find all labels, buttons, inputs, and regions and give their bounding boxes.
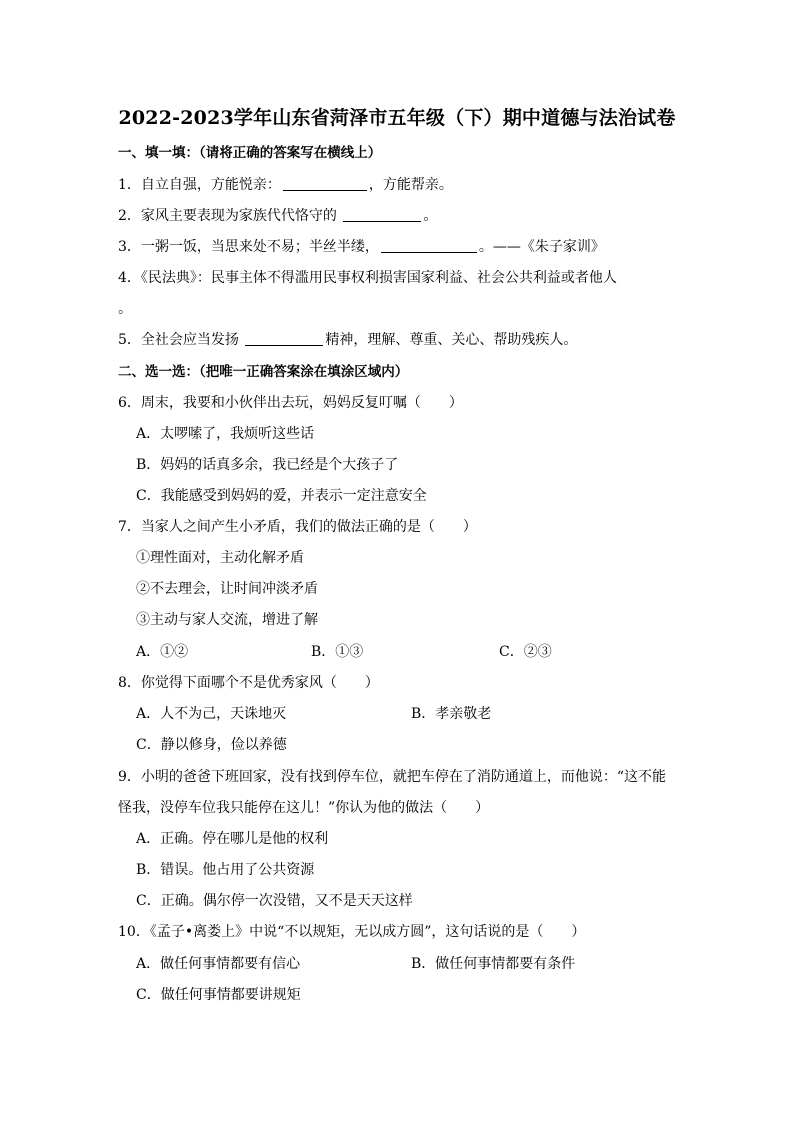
question-6-stem: 6．周末，我要和小伙伴出去玩，妈妈反复叮嘱（ ） bbox=[118, 395, 463, 411]
question-6-option-b[interactable]: B．妈妈的话真多余，我已经是个大孩子了 bbox=[136, 457, 399, 473]
question-9-stem-continuation: 怪我，没停车位我只能停在这儿！”你认为他的做法（ ） bbox=[118, 800, 490, 816]
question-8-option-a[interactable]: A．人不为己，天诛地灭 bbox=[136, 706, 287, 722]
question-4: 4．《民法典》：民事主体不得滥用民事权利损害国家利益、社会公共利益或者他人 bbox=[118, 270, 617, 286]
question-3: 3．一粥一饭，当思来处不易；半丝半缕， 。——《朱子家训》 bbox=[118, 239, 605, 255]
question-7-statement-2: ②不去理会，让时间冲淡矛盾 bbox=[136, 581, 318, 597]
answer-blank-1[interactable] bbox=[283, 176, 367, 191]
question-5: 5．全社会应当发扬 精神，理解、尊重、关心、帮助残疾人。 bbox=[118, 332, 578, 348]
answer-blank-3[interactable] bbox=[381, 238, 477, 253]
question-7-statement-1: ①理性面对，主动化解矛盾 bbox=[136, 550, 304, 566]
question-7-option-c[interactable]: C．②③ bbox=[499, 644, 552, 660]
section-1-heading: 一、填一填：（请将正确的答案写在横线上） bbox=[118, 145, 382, 161]
answer-blank-5[interactable] bbox=[245, 331, 323, 346]
question-9-option-a[interactable]: A．正确。停在哪儿是他的权利 bbox=[136, 831, 329, 847]
question-10-option-b[interactable]: B．做任何事情都要有条件 bbox=[411, 956, 576, 972]
question-8-stem: 8．你觉得下面哪个不是优秀家风（ ） bbox=[118, 675, 379, 691]
question-9-stem: 9．小明的爸爸下班回家，没有找到停车位，就把车停在了消防通道上，而他说：“这不能 bbox=[118, 769, 667, 785]
question-1: 1．自立自强，方能悦亲： ，方能帮亲。 bbox=[118, 177, 453, 193]
answer-blank-2[interactable] bbox=[343, 207, 421, 222]
question-6-option-c[interactable]: C．我能感受到妈妈的爱，并表示一定注意安全 bbox=[136, 488, 427, 504]
question-7-statement-3: ③主动与家人交流，增进了解 bbox=[136, 612, 318, 628]
question-7-option-a[interactable]: A．①② bbox=[136, 644, 189, 660]
question-10-stem: 10．《孟子•离娄上》中说“不以规矩，无以成方圆”，这句话说的是（ ） bbox=[118, 924, 586, 940]
question-4-continuation: 。 bbox=[118, 301, 132, 317]
question-7-stem: 7．当家人之间产生小矛盾，我们的做法正确的是（ ） bbox=[118, 519, 477, 535]
exam-title: 2022-2023学年山东省菏泽市五年级（下）期中道德与法治试卷 bbox=[118, 107, 676, 129]
question-10-option-a[interactable]: A．做任何事情都要有信心 bbox=[136, 956, 301, 972]
question-8-option-b[interactable]: B．孝亲敬老 bbox=[411, 706, 492, 722]
question-9-option-b[interactable]: B．错误。他占用了公共资源 bbox=[136, 862, 315, 878]
question-2: 2．家风主要表现为家族代代恪守的 。 bbox=[118, 208, 438, 224]
question-7-option-b[interactable]: B．①③ bbox=[311, 644, 364, 660]
question-8-option-c[interactable]: C．静以修身，俭以养德 bbox=[136, 737, 287, 753]
question-9-option-c[interactable]: C．正确。偶尔停一次没错，又不是天天这样 bbox=[136, 893, 413, 909]
section-2-heading: 二、选一选：（把唯一正确答案涂在填涂区域内） bbox=[118, 364, 409, 380]
question-6-option-a[interactable]: A．太啰嗦了，我烦听这些话 bbox=[136, 426, 315, 442]
question-10-option-c[interactable]: C．做任何事情都要讲规矩 bbox=[136, 987, 301, 1003]
